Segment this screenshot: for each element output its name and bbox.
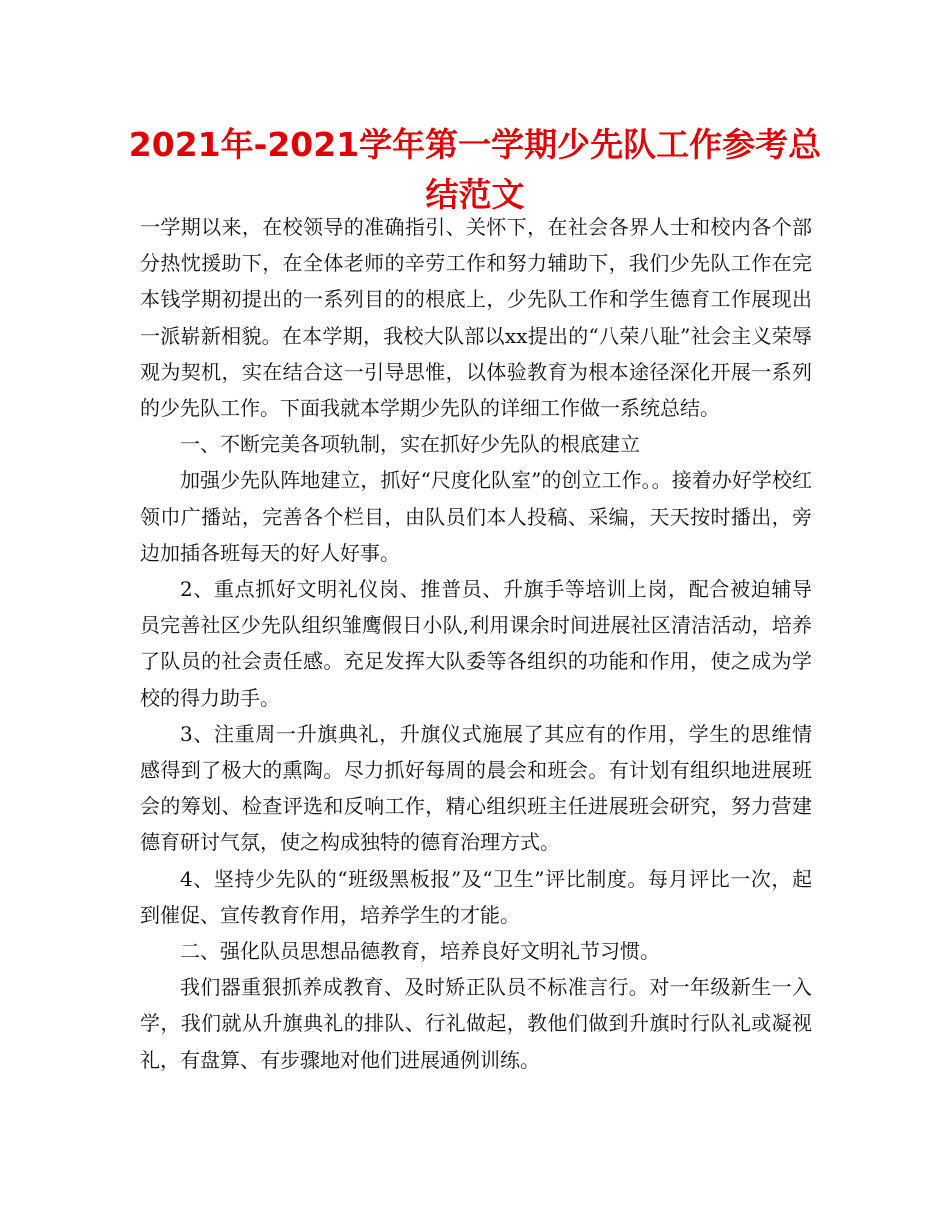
document-body [140,209,812,1078]
paragraph-item-3: 3、注重周一升旗典礼，升旗仪式施展了其应有的作用，学生的思维情感得到了极大的熏陶。尽力抓好每周的晨会和班会。有计划有组织地进展班会的筹划、检查评选和反响工作，精心组织班主任进展班会研究，努力营建德育研讨气氛，使之构成独特的德育治理方式。 [140,721,812,855]
paragraph-item: 加强少先队阵地建立，抓好“尺度化队室”的创立工作。。接着办好学校红领巾广播站，完善各个栏目，由队员们本人投稿、采编，天天按时播出，旁边加插各班每天的好人好事。 [140,468,812,565]
paragraph-intro: 一学期以来，在校领导的准确指引、关怀下，在社会各界人士和校内各个部分热忱援助下，在全体老师的辛劳工作和努力辅助下，我们少先队工作在完本钱学期初提出的一系列目的的根底上，少先队工作和学生德育工作展现出一派崭新相貌。在本学期，我校大队部以xx提出的“八荣八耻”社会主义荣辱观为契机，实在结合这一引导思惟，以体验教育为根本途径深化开展一系列的少先队工作。下面我就本学期少先队的详细工作做一系统总结。 [140,215,812,421]
section-heading-2: 二、强化队员思想品德教育，培养良好文明礼节习惯。 [180,939,660,964]
section-heading-1: 一、不断完美各项轨制，实在抓好少先队的根底建立 [180,432,640,457]
paragraph-item-5: 我们器重狠抓养成教育、及时矫正队员不标准言行。对一年级新生一入学，我们就从升旗典礼的排队、行礼做起，教他们做到升旗时行队礼或凝视礼，有盘算、有步骤地对他们进展通例训练。 [140,975,812,1072]
document-title: 2021年-2021学年第一学期少先队工作参考总结范文 [128,125,822,214]
paragraph-item-4: 4、坚持少先队的“班级黑板报”及“卫生”评比制度。每月评比一次，起到催促、宣传教育作用，培养学生的才能。 [140,866,812,927]
paragraph-item-2: 2、重点抓好文明礼仪岗、推普员、升旗手等培训上岗，配合被迫辅导员完善社区少先队组织雏鹰假日小队,利用课余时间进展社区清洁活动，培养了队员的社会责任感。充足发挥大队委等各组织的功能和作用，使之成为学校的得力助手。 [140,577,812,710]
